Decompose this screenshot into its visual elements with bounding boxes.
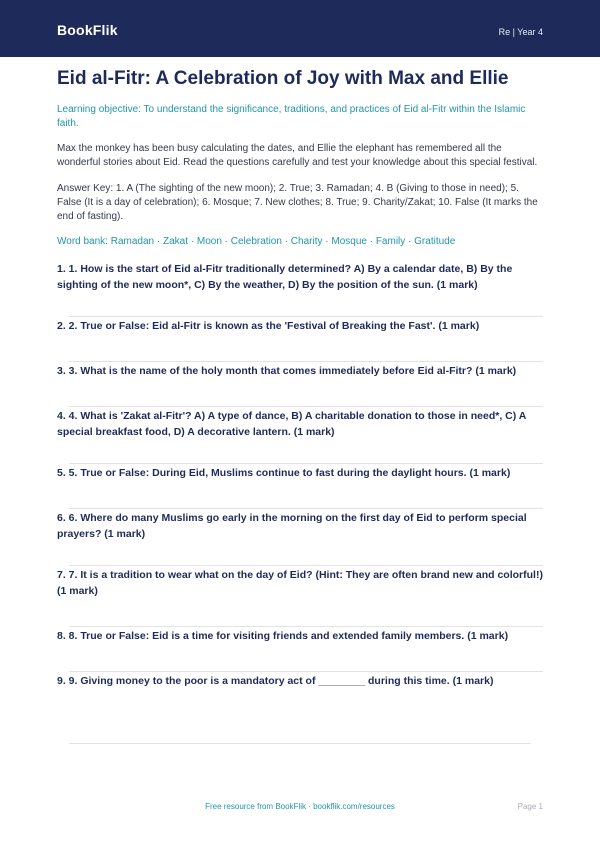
answer-line-6[interactable] bbox=[69, 565, 543, 566]
answer-line-5[interactable] bbox=[69, 508, 543, 509]
answer-line-1[interactable] bbox=[69, 316, 543, 317]
footer-credit[interactable]: Free resource from BookFlik · bookflik.com/resources bbox=[205, 802, 395, 811]
question-2: 2. 2. True or False: Eid al-Fitr is known as the 'Festival of Breaking the Fast'. (1 mark) bbox=[57, 320, 480, 332]
answer-key: Answer Key: 1. A (The sighting of the new moon); 2. True; 3. Ramadan; 4. B (Giving to those in need); 5. False (It is a day of celebration); 6. Mosque; 7. New clothes; 8. True; 9. Charity/Zakat; 10. False (It marks the end of fasting). bbox=[57, 183, 538, 222]
page-number: Page 1 bbox=[517, 802, 543, 811]
header-bar bbox=[0, 0, 600, 57]
brand-logo[interactable]: BookFlik bbox=[57, 22, 118, 38]
learning-objective: Learning objective: To understand the significance, traditions, and practices of Eid al-Fitr within the Islamic faith. bbox=[57, 104, 526, 129]
question-9: 9. 9. Giving money to the poor is a mandatory act of ________ during this time. (1 mark) bbox=[57, 675, 494, 687]
worksheet-content bbox=[57, 63, 545, 693]
question-list bbox=[57, 261, 545, 693]
question-8: 8. 8. True or False: Eid is a time for visiting friends and extended family members. (1 mark) bbox=[57, 630, 509, 642]
question-5: 5. 5. True or False: During Eid, Muslims continue to fast during the daylight hours. (1 mark) bbox=[57, 467, 511, 479]
word-bank: Word bank: Ramadan · Zakat · Moon · Celebration · Charity · Mosque · Family · Gratitude bbox=[57, 236, 456, 247]
intro-paragraph: Max the monkey has been busy calculating the dates, and Ellie the elephant has remembered all the wonderful stories about Eid. Read the questions carefully and test your knowledge about this special festival. bbox=[57, 143, 538, 168]
question-3: 3. 3. What is the name of the holy month that comes immediately before Eid al-Fitr? (1 mark) bbox=[57, 365, 517, 377]
question-6: 6. 6. Where do many Muslims go early in the morning on the first day of Eid to perform special prayers? (1 mark) bbox=[57, 512, 527, 540]
answer-line-2[interactable] bbox=[69, 361, 543, 362]
answer-line-8[interactable] bbox=[69, 671, 543, 672]
question-7: 7. 7. It is a tradition to wear what on the day of Eid? (Hint: They are often brand new and colorful!) (1 mark) bbox=[57, 569, 543, 597]
question-1: 1. 1. How is the start of Eid al-Fitr traditionally determined? A) By a calendar date, B) By the sighting of the new moon*, C) By the weather, D) By the position of the sun. (1 mark) bbox=[57, 263, 513, 291]
answer-line-9[interactable] bbox=[69, 743, 531, 744]
subject-year-label: Re | Year 4 bbox=[498, 27, 543, 37]
answer-line-4[interactable] bbox=[69, 463, 543, 464]
question-4: 4. 4. What is 'Zakat al-Fitr'? A) A type of dance, B) A charitable donation to those in need*, C) A special breakfast food, D) A decorative lantern. (1 mark) bbox=[57, 410, 526, 438]
answer-line-7[interactable] bbox=[69, 626, 543, 627]
answer-line-3[interactable] bbox=[69, 406, 543, 407]
page-title: Eid al-Fitr: A Celebration of Joy with Max and Ellie bbox=[57, 68, 509, 89]
